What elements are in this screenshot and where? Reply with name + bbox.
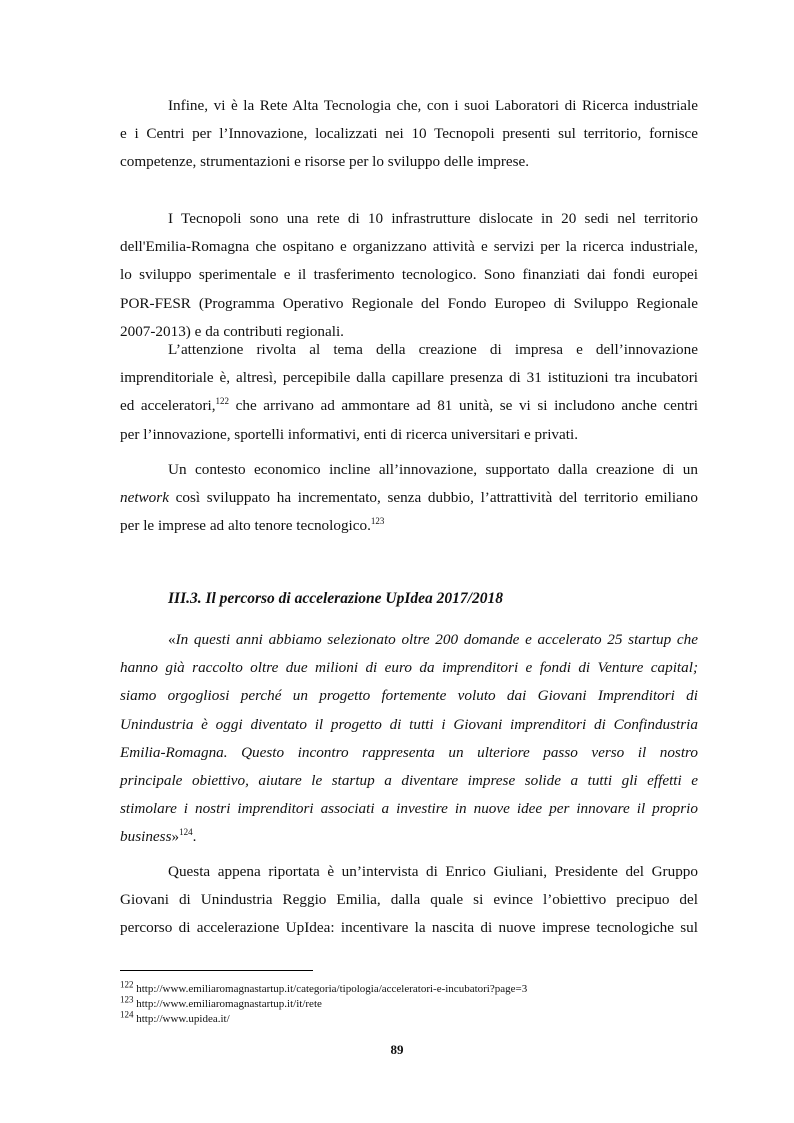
text-line: Giovani di Unindustria Reggio Emilia, dalla quale si evince l’obiettivo precipuo del bbox=[120, 891, 698, 909]
footnote-link[interactable]: http://www.emiliaromagnastartup.it/categoria/tipologia/acceleratori-e-incubatori?page=3 bbox=[133, 983, 528, 995]
footnote-124[interactable] bbox=[120, 1009, 230, 1026]
footnote-123[interactable] bbox=[120, 994, 322, 1011]
text-line: principale obiettivo, aiutare le startup a diventare imprese solide a tutti gli effetti e bbox=[120, 771, 698, 789]
text-line: stimolare i nostri imprenditori associati a investire in nuove idee per innovare il proprio bbox=[120, 800, 698, 818]
text-line: I Tecnopoli sono una rete di 10 infrastrutture dislocate in 20 sedi nel territorio bbox=[168, 210, 698, 227]
text-line: competenze, strumentazioni e risorse per lo sviluppo delle imprese. bbox=[120, 153, 530, 171]
text-line bbox=[120, 823, 698, 851]
paragraph-rete-alta-tecnologia bbox=[120, 92, 698, 177]
paragraph-tecnopoli bbox=[120, 205, 698, 346]
text-line: siamo orgogliosi perché un progetto fortemente voluto dai Giovani Imprenditori di bbox=[120, 687, 698, 705]
quote-block bbox=[120, 626, 698, 852]
footnote-number: 124 bbox=[120, 1009, 134, 1020]
text-fragment: così sviluppato ha incrementato, senza dubbio, l’attrattività del territorio emiliano bbox=[168, 489, 698, 507]
quote-close-mark: » bbox=[171, 828, 180, 846]
text-line: POR-FESR (Programma Operativo Regionale del Fondo Europeo di Sviluppo Regionale bbox=[120, 294, 698, 312]
text-fragment: In questi anni abbiamo selezionato oltre 200 domande e accelerato 25 startup che bbox=[175, 631, 698, 648]
text-line: Un contesto economico incline all’innovazione, supportato dalla creazione di un bbox=[168, 461, 698, 478]
text-line bbox=[120, 392, 698, 420]
footnote-ref-122: 122 bbox=[215, 396, 230, 407]
text-fragment: . bbox=[192, 828, 197, 846]
footnote-link[interactable]: http://www.emiliaromagnastartup.it/it/rete bbox=[133, 998, 322, 1010]
footnote-ref-123: 123 bbox=[370, 516, 385, 527]
text-line: percorso di accelerazione UpIdea: incentivare la nascita di nuove imprese tecnologiche sul bbox=[120, 919, 698, 937]
page-number: 89 bbox=[390, 1042, 404, 1057]
footnote-number: 122 bbox=[120, 979, 134, 990]
text-fragment: per le imprese ad alto tenore tecnologico. bbox=[120, 517, 371, 535]
text-line: hanno già raccolto oltre due milioni di euro da imprenditori e fondi di Venture capital; bbox=[120, 659, 698, 677]
italic-word: network bbox=[120, 489, 169, 507]
section-heading: III.3. Il percorso di accelerazione UpIdea 2017/2018 bbox=[168, 590, 503, 607]
text-line: Questa appena riportata è un’intervista di Enrico Giuliani, Presidente del Gruppo bbox=[168, 863, 698, 880]
text-fragment: ed acceleratori, bbox=[120, 397, 216, 415]
text-line: Unindustria è oggi diventato il progetto di tutti i Giovani imprenditori di Confindustria bbox=[120, 715, 698, 733]
text-line: L’attenzione rivolta al tema della creazione di impresa e dell’innovazione bbox=[168, 341, 698, 358]
text-line: dell'Emilia-Romagna che ospitano e organizzano attività e servizi per la ricerca industriale, bbox=[120, 238, 698, 256]
footnote-separator bbox=[120, 970, 313, 971]
text-line: 2007-2013) e da contributi regionali. bbox=[120, 322, 344, 340]
text-line: e i Centri per l’Innovazione, localizzati nei 10 Tecnopoli presenti sul territorio, fornisce bbox=[120, 125, 698, 143]
text-line bbox=[120, 626, 698, 654]
text-line: per l’innovazione, sportelli informativi, enti di ricerca universitari e privati. bbox=[120, 425, 578, 443]
text-line: imprenditoriale è, altresì, percepibile dalla capillare presenza di 31 istituzioni tra incubatori bbox=[120, 369, 698, 387]
text-line: lo sviluppo sperimentale e il trasferimento tecnologico. Sono finanziati dai fondi europei bbox=[120, 266, 698, 284]
footnote-122[interactable] bbox=[120, 979, 528, 996]
text-line: Emilia-Romagna. Questo incontro rappresenta un ulteriore passo verso il nostro bbox=[120, 743, 698, 761]
paragraph-attenzione bbox=[120, 336, 698, 449]
text-fragment: che arrivano ad ammontare ad 81 unità, se vi si includono anche centri bbox=[229, 397, 698, 415]
footnote-link[interactable]: http://www.upidea.it/ bbox=[133, 1013, 230, 1025]
quote-open-mark: « bbox=[168, 631, 176, 648]
text-fragment: business bbox=[120, 828, 172, 846]
text-line bbox=[120, 512, 698, 540]
paragraph-intervista bbox=[120, 858, 698, 943]
footnote-number: 123 bbox=[120, 994, 134, 1005]
text-line bbox=[120, 484, 698, 512]
footnote-ref-124: 124 bbox=[179, 827, 193, 838]
text-line: Infine, vi è la Rete Alta Tecnologia che, con i suoi Laboratori di Ricerca industriale bbox=[168, 97, 698, 114]
paragraph-contesto bbox=[120, 456, 698, 541]
